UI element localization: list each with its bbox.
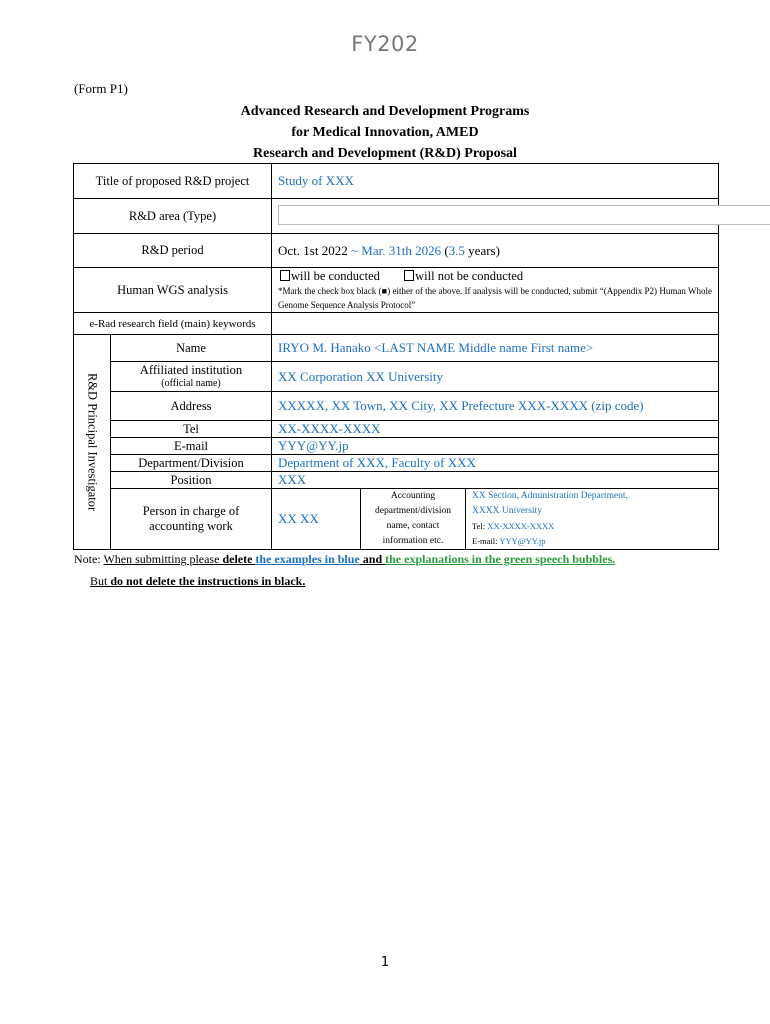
form-id: (Form P1) bbox=[74, 81, 128, 96]
document-title bbox=[0, 101, 770, 164]
period-start: Oct. 1st 2022 bbox=[278, 242, 348, 258]
pi-email-value[interactable]: YYY@YY.jp bbox=[272, 438, 719, 455]
period-end: Mar. 31th 2026 bbox=[361, 242, 442, 258]
pi-department-label: Department/Division bbox=[111, 455, 272, 472]
pi-department-value[interactable]: Department of XXX, Faculty of XXX bbox=[272, 455, 719, 472]
accounting-tel-value: XX-XXXX-XXXX bbox=[487, 521, 555, 531]
rd-period-value[interactable] bbox=[272, 234, 719, 268]
note-line-2 bbox=[90, 574, 305, 589]
title-line-1: Advanced Research and Development Programs bbox=[240, 104, 530, 119]
title-line-2: for Medical Innovation, AMED bbox=[291, 125, 479, 140]
pi-tel-value[interactable]: XX-XXXX-XXXX bbox=[272, 421, 719, 438]
period-separator: ~ bbox=[350, 242, 359, 258]
accounting-info-line-2: XXXX University bbox=[472, 506, 542, 516]
accounting-info-line-1: XX Section, Administration Department, bbox=[472, 491, 628, 501]
wgs-checkbox-not-conducted[interactable] bbox=[404, 270, 414, 281]
accounting-person-label: Person in charge of accounting work bbox=[111, 489, 272, 550]
pi-affiliation-label: Affiliated institution bbox=[139, 362, 243, 377]
accounting-email-value: YYY@YY.jp bbox=[499, 536, 546, 546]
note-prefix: Note: bbox=[74, 552, 104, 566]
period-open-paren: ( bbox=[444, 242, 449, 258]
note-text-1: When submitting please bbox=[103, 552, 223, 566]
note-line-1 bbox=[74, 552, 615, 567]
page-header: FY202 bbox=[351, 32, 419, 56]
rd-area-input[interactable] bbox=[278, 205, 770, 225]
pi-name-value[interactable]: IRYO M. Hanako <LAST NAME Middle name First name> bbox=[272, 335, 719, 362]
pi-position-label: Position bbox=[111, 472, 272, 489]
note-green-bubbles: the explanations in the green speech bubbles. bbox=[385, 552, 616, 566]
period-years-num: 3.5 bbox=[448, 242, 465, 258]
pi-address-value[interactable]: XXXXX, XX Town, XX City, XX Prefecture XXX-XXXX (zip code) bbox=[272, 392, 719, 421]
title-line-3: Research and Development (R&D) Proposal bbox=[253, 146, 517, 161]
pi-name-label: Name bbox=[111, 335, 272, 362]
wgs-option-conducted: will be conducted bbox=[291, 269, 380, 283]
erad-keywords-value[interactable] bbox=[272, 313, 719, 335]
pi-tel-label: Tel bbox=[111, 421, 272, 438]
note-delete: delete bbox=[222, 552, 253, 566]
wgs-checkbox-conducted[interactable] bbox=[280, 270, 290, 281]
note-blue-examples: the examples in blue bbox=[255, 552, 360, 566]
pi-address-label: Address bbox=[111, 392, 272, 421]
note-but: But bbox=[90, 574, 111, 588]
pi-affiliation-sublabel: (official name) bbox=[161, 377, 221, 389]
period-years-suffix: years) bbox=[464, 242, 500, 258]
project-title-label: Title of proposed R&D project bbox=[74, 164, 272, 199]
page-number: 1 bbox=[380, 955, 390, 970]
note-and: and bbox=[359, 552, 386, 566]
wgs-instruction: *Mark the check box black (■) either of the above. If analysis will be conducted, submit “(Appendix P2) Human Whole Genome Sequence Analysis Protocol” bbox=[278, 286, 713, 310]
wgs-label: Human WGS analysis bbox=[74, 268, 272, 313]
project-title-value[interactable]: Study of XXX bbox=[272, 164, 719, 199]
accounting-email-prefix: E-mail: bbox=[472, 536, 500, 546]
accounting-info-label: Accounting department/division name, contact information etc. bbox=[361, 489, 466, 550]
pi-position-value[interactable]: XXX bbox=[272, 472, 719, 489]
wgs-option-not-conducted: will not be conducted bbox=[415, 269, 524, 283]
accounting-tel-prefix: Tel: bbox=[472, 521, 488, 531]
pi-affiliation-value[interactable]: XX Corporation XX University bbox=[272, 362, 719, 392]
accounting-person-value[interactable]: XX XX bbox=[272, 489, 361, 550]
pi-group-label: R&D Principal Investigator bbox=[74, 335, 111, 550]
erad-keywords-label: e-Rad research field (main) keywords bbox=[74, 313, 272, 335]
rd-period-label: R&D period bbox=[74, 234, 272, 268]
note-do-not-delete: do not delete the instructions in black. bbox=[110, 574, 306, 588]
rd-area-label: R&D area (Type) bbox=[74, 199, 272, 234]
pi-email-label: E-mail bbox=[111, 438, 272, 455]
